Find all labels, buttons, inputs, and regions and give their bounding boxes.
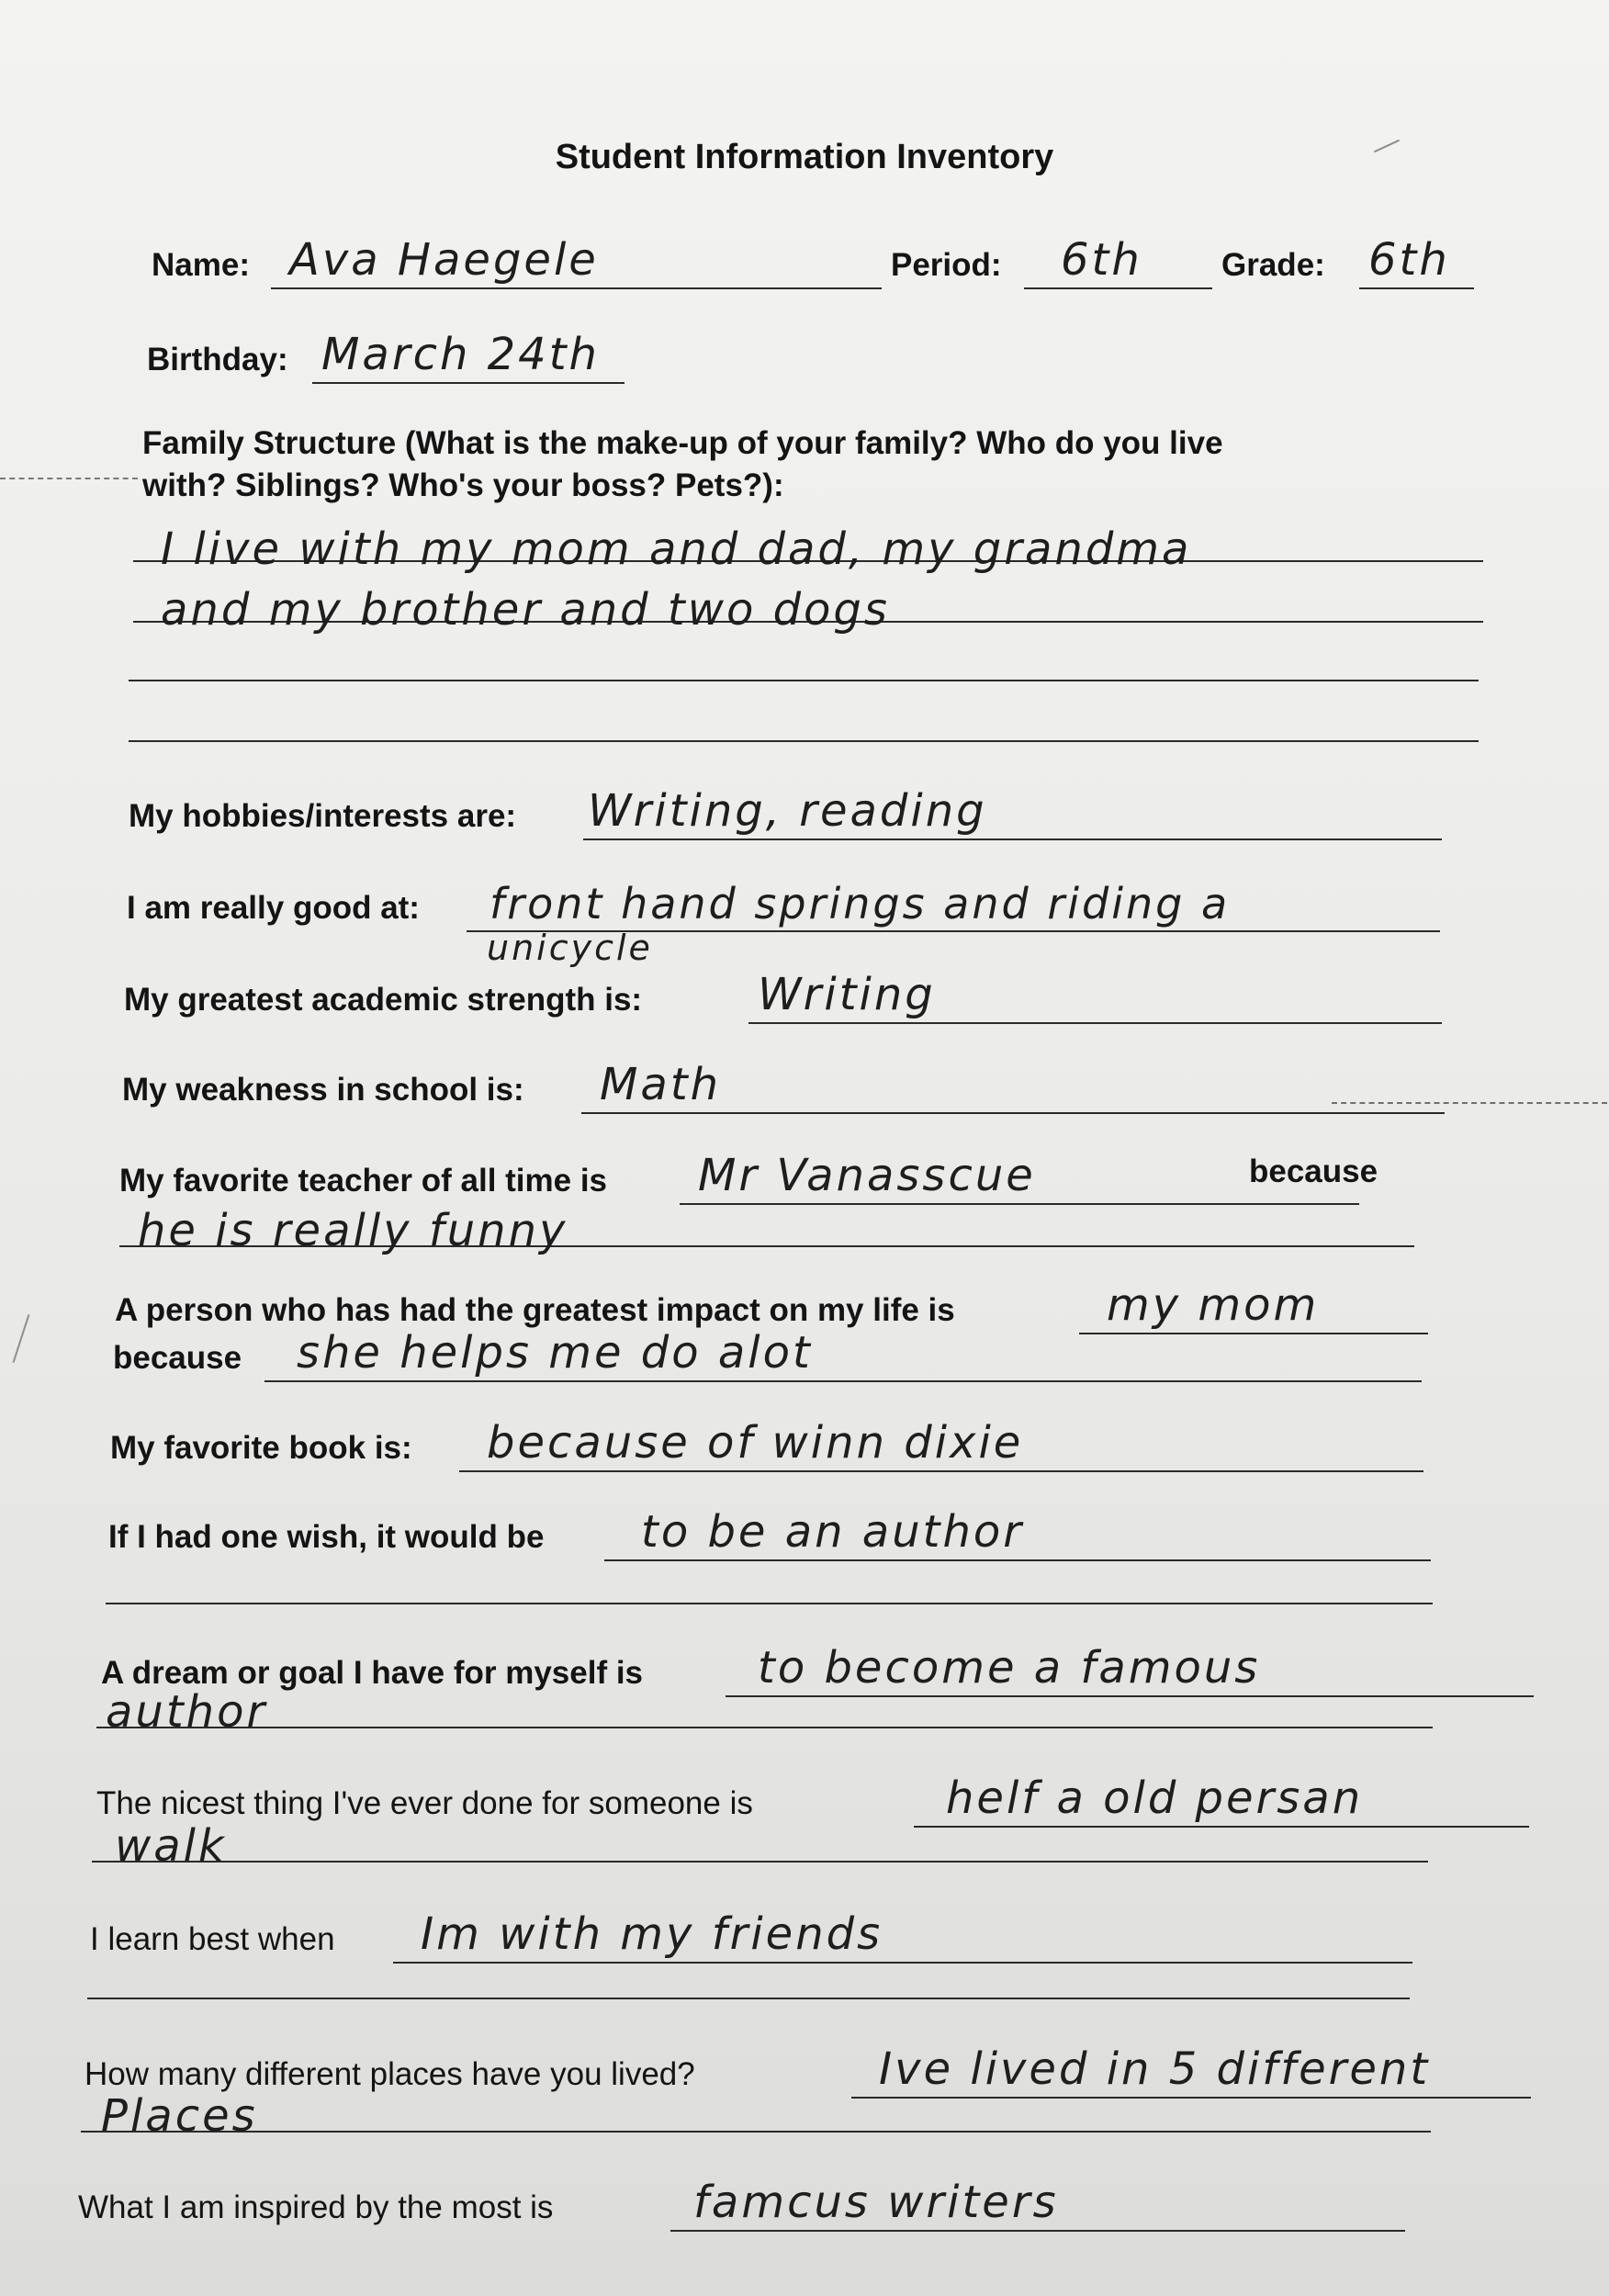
places-lived-label: How many different places have you lived? — [84, 2056, 695, 2092]
dream-label: A dream or goal I have for myself is — [101, 1655, 644, 1691]
weakness-row — [122, 1059, 1445, 1114]
favorite-teacher-line — [680, 1203, 1359, 1205]
birthday-label: Birthday: — [147, 342, 288, 377]
favorite-teacher-answer: Mr Vanasscue — [698, 1150, 1036, 1201]
dream-answer: to become a famous — [758, 1642, 1261, 1694]
learn-best-label: I learn best when — [90, 1921, 335, 1957]
grade-label: Grade: — [1221, 247, 1325, 283]
favorite-teacher-label: My favorite teacher of all time is — [119, 1163, 608, 1199]
scan-dash-line — [1332, 1102, 1607, 1104]
hobbies-row — [129, 785, 1451, 840]
name-answer: Ava Haegele — [289, 234, 599, 286]
places-lived-line — [851, 2097, 1531, 2099]
learn-best-row — [90, 1908, 1431, 1964]
places-lived-row — [84, 2043, 1545, 2099]
nicest-thing-answer-2: walk — [115, 1820, 227, 1872]
family-question — [142, 422, 1474, 507]
name-row — [152, 234, 1474, 289]
period-line — [1024, 287, 1212, 289]
wish-answer: to be an author — [641, 1506, 1024, 1558]
favorite-book-answer: because of winn dixie — [487, 1417, 1024, 1469]
family-answer-line-4 — [129, 740, 1479, 742]
places-lived-answer: Ive lived in 5 different — [879, 2043, 1431, 2095]
learn-best-answer: Im with my friends — [421, 1908, 883, 1960]
nicest-thing-line-2 — [92, 1861, 1428, 1863]
hobbies-label: My hobbies/interests are: — [129, 798, 517, 834]
birthday-answer: March 24th — [321, 329, 600, 380]
impact-because-line — [264, 1380, 1422, 1382]
impact-person-label: A person who has had the greatest impact on my life is — [115, 1292, 955, 1328]
scan-dash-line-upper — [0, 478, 138, 479]
weakness-line — [581, 1112, 1445, 1114]
favorite-teacher-row — [119, 1150, 1442, 1205]
good-at-answer-continued: unicycle — [487, 928, 653, 968]
wish-label: If I had one wish, it would be — [108, 1519, 545, 1555]
form-title: Student Information Inventory — [555, 138, 1054, 176]
name-line — [271, 287, 882, 289]
academic-strength-answer: Writing — [758, 969, 936, 1020]
impact-because-row — [113, 1327, 1445, 1382]
academic-strength-row — [124, 969, 1446, 1024]
family-answer-line-3 — [129, 680, 1479, 681]
period-answer: 6th — [1061, 234, 1142, 286]
impact-person-row — [115, 1279, 1446, 1334]
weakness-answer: Math — [600, 1059, 722, 1110]
grade-answer: 6th — [1368, 234, 1450, 286]
nicest-thing-label: The nicest thing I've ever done for someone is — [96, 1785, 753, 1821]
places-lived-line-2 — [81, 2131, 1431, 2133]
favorite-book-label: My favorite book is: — [110, 1430, 412, 1466]
impact-because-answer: she helps me do alot — [297, 1327, 813, 1379]
wish-line — [604, 1559, 1431, 1561]
dream-line — [726, 1695, 1534, 1697]
weakness-label: My weakness in school is: — [122, 1072, 524, 1108]
favorite-book-row — [110, 1417, 1442, 1472]
dream-row — [101, 1642, 1460, 1697]
birthday-line — [312, 382, 624, 384]
nicest-thing-line — [914, 1826, 1529, 1828]
inspired-by-answer: famcus writers — [693, 2177, 1059, 2228]
grade-line — [1359, 287, 1474, 289]
academic-strength-label: My greatest academic strength is: — [124, 982, 643, 1018]
dream-line-2 — [96, 1727, 1433, 1728]
impact-person-answer: my mom — [1107, 1279, 1320, 1331]
hobbies-line — [583, 838, 1442, 840]
learn-best-line — [393, 1962, 1412, 1964]
family-answer-1: I live with my mom and dad, my grandma — [161, 523, 1192, 575]
birthday-row — [147, 329, 1469, 384]
wish-row — [108, 1506, 1449, 1561]
good-at-answer: front hand springs and riding a — [489, 879, 1231, 929]
family-answer-2: and my brother and two dogs — [161, 584, 890, 636]
dream-answer-2: author — [106, 1686, 268, 1738]
wish-line-2 — [106, 1603, 1433, 1604]
name-label: Name: — [152, 247, 250, 283]
favorite-teacher-because-answer: he is really funny — [138, 1205, 568, 1256]
learn-best-line-2 — [87, 1998, 1410, 1999]
academic-strength-line — [748, 1022, 1442, 1024]
hobbies-answer: Writing, reading — [588, 785, 987, 837]
favorite-teacher-because-label: because — [1249, 1154, 1378, 1189]
family-label-line1: Family Structure (What is the make-up of your family? Who do you live — [142, 425, 1223, 461]
nicest-thing-answer: helf a old persan — [946, 1773, 1364, 1824]
family-label-line2: with? Siblings? Who's your boss? Pets?): — [142, 467, 784, 503]
good-at-label: I am really good at: — [127, 890, 420, 926]
impact-because-label: because — [113, 1340, 242, 1376]
good-at-row — [127, 877, 1449, 932]
nicest-thing-row — [96, 1773, 1529, 1828]
period-label: Period: — [891, 247, 1002, 283]
favorite-book-line — [459, 1470, 1423, 1472]
inspired-by-label: What I am inspired by the most is — [78, 2189, 554, 2225]
inspired-by-line — [670, 2230, 1405, 2232]
inspired-by-row — [78, 2177, 1456, 2232]
margin-pencil-mark — [13, 1314, 30, 1363]
places-lived-answer-2: Places — [101, 2090, 258, 2142]
